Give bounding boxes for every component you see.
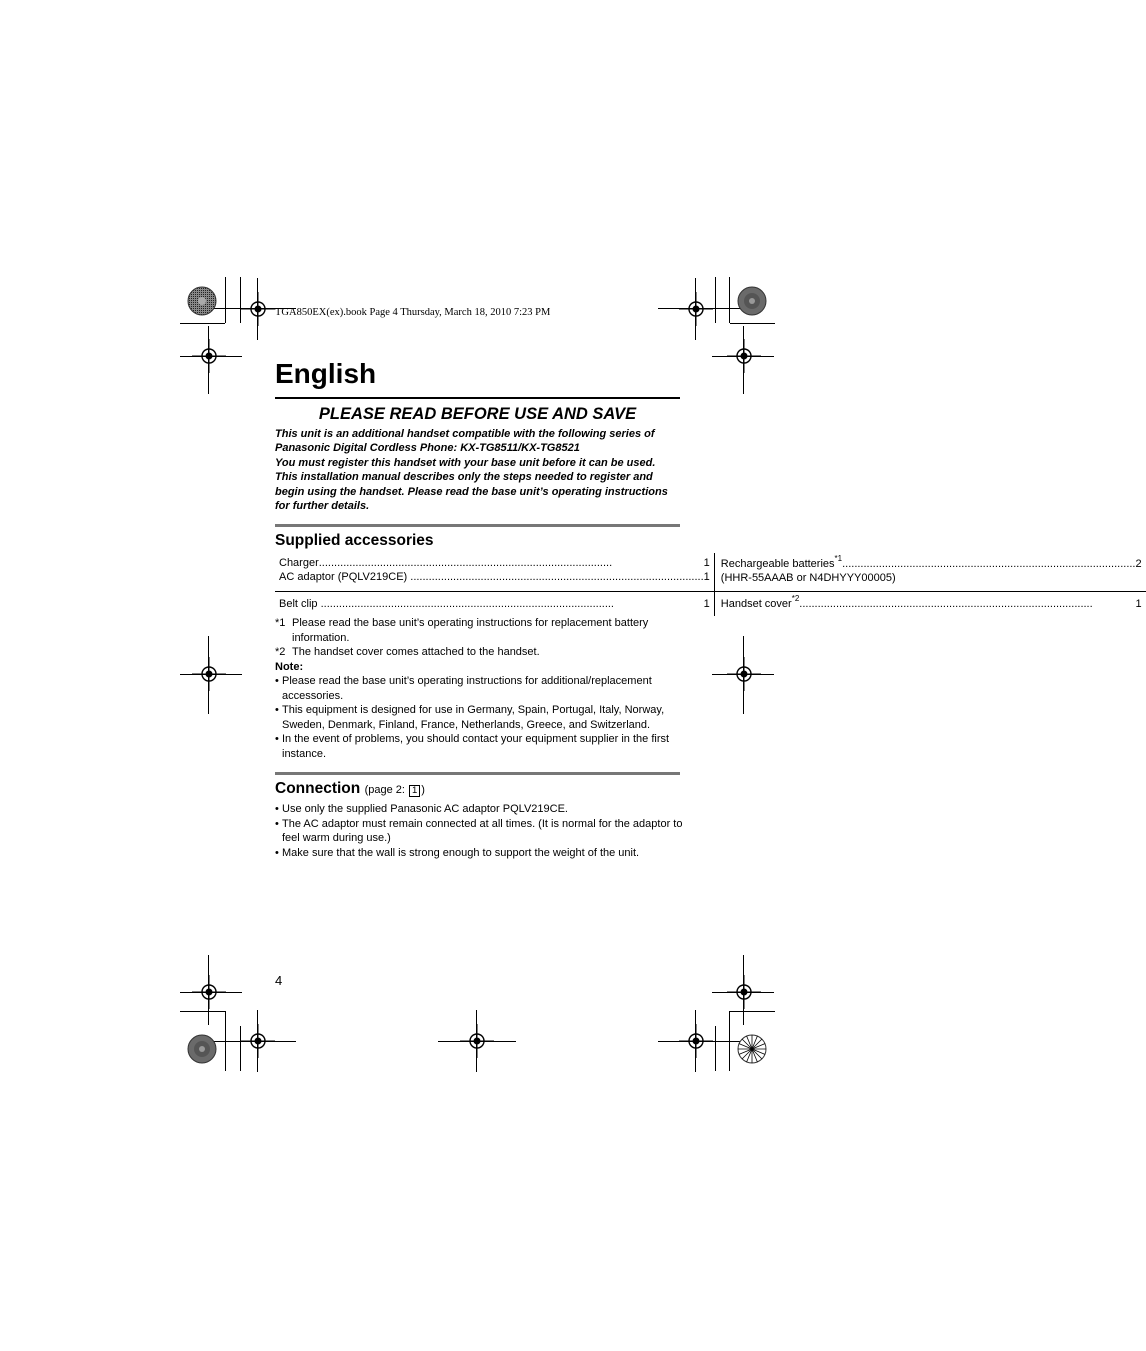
accessory-label: Belt clip	[279, 598, 318, 610]
section-rule	[275, 772, 680, 775]
bullet-text: Make sure that the wall is strong enough to support the weight of the unit.	[282, 846, 640, 859]
footnote-text: The handset cover comes attached to the handset.	[292, 646, 540, 658]
footnote-mark: *2	[275, 646, 286, 658]
please-read-text	[275, 427, 680, 513]
footnote-ref: *1	[834, 554, 843, 564]
footnote-text: Please read the base unit’s operating instructions for replacement battery information.	[292, 617, 649, 644]
accessories-table	[275, 553, 1146, 616]
color-target-icon	[737, 286, 767, 316]
list-item: • Please read the base unit’s operating instructions for additional/replacement accessories.	[275, 674, 683, 703]
accessory-qty: 1	[703, 598, 710, 610]
accessory-qty: 1	[1135, 598, 1142, 610]
intro-line: for further details.	[275, 500, 370, 513]
section-rule	[275, 524, 680, 527]
accessory-item	[279, 597, 710, 611]
table-row	[275, 592, 1146, 617]
intro-line: begin using the handset. Please read the base unit’s operating instructions	[275, 485, 668, 498]
table-cell	[714, 553, 1145, 592]
accessory-qty: 2	[1135, 558, 1142, 570]
supplied-accessories-heading: Supplied accessories	[275, 532, 434, 549]
page-title: English	[275, 358, 377, 389]
list-item: • Make sure that the wall is strong enough to support the weight of the unit.	[275, 846, 683, 861]
print-header: TGA850EX(ex).book Page 4 Thursday, March 18, 2010 7:23 PM	[275, 307, 551, 318]
list-item: • In the event of problems, you should contact your equipment supplier in the first instance.	[275, 732, 683, 761]
color-target-icon	[187, 1034, 217, 1064]
connection-heading	[275, 780, 425, 798]
bullet-text: The AC adaptor must remain connected at all times. (It is normal for the adaptor to feel warm during use.)	[282, 817, 683, 844]
connection-list	[275, 802, 683, 860]
accessory-item	[279, 570, 710, 584]
page-reference: (page 2: 1 )	[364, 784, 425, 796]
list-item: • Use only the supplied Panasonic AC adaptor PQLV219CE.	[275, 802, 683, 817]
color-target-icon	[187, 286, 217, 316]
registration-mark-icon	[679, 292, 713, 326]
accessory-item	[279, 556, 710, 570]
registration-mark-icon	[241, 292, 275, 326]
footnote	[275, 616, 683, 645]
please-read-heading: PLEASE READ BEFORE USE AND SAVE	[318, 405, 637, 423]
intro-line: Panasonic Digital Cordless Phone: KX-TG8511/KX-TG8521	[275, 442, 580, 455]
accessory-label: AC adaptor (PQLV219CE)	[279, 571, 408, 583]
accessory-label: Handset cover	[720, 598, 792, 610]
note-text: Please read the base unit’s operating instructions for additional/replacement accessories.	[282, 675, 652, 702]
intro-line: You must register this handset with your base unit before it can be used.	[275, 456, 656, 469]
title-rule	[275, 397, 680, 399]
accessory-label: Rechargeable batteries	[720, 558, 835, 570]
connection-title: Connection	[275, 780, 361, 797]
figure-number-box: 1	[409, 785, 420, 797]
accessory-item	[720, 594, 1142, 611]
accessory-qty: 1	[703, 571, 710, 583]
note-text: This equipment is designed for use in Germany, Spain, Portugal, Italy, Norway, Sweden, Denmark, Finland, France, Netherlands, Greece, and Switzerland.	[282, 704, 665, 731]
list-item: • The AC adaptor must remain connected at all times. (It is normal for the adaptor to feel warm during use.)	[275, 817, 683, 844]
footnote-ref: *2	[791, 594, 800, 604]
accessory-label: Charger	[279, 557, 319, 569]
list-item: • This equipment is designed for use in Germany, Spain, Portugal, Italy, Norway, Sweden, Denmark, Finland, France, Netherlands, Greece, and Switzerland.	[275, 703, 683, 732]
table-cell	[275, 553, 714, 592]
accessory-detail: (HHR-55AAAB or N4DHYYY00005)	[720, 572, 896, 584]
intro-line: This unit is an additional handset compatible with the following series of	[275, 428, 655, 440]
table-cell	[714, 592, 1145, 617]
footnote-mark: *1	[275, 617, 286, 629]
bullet-text: Use only the supplied Panasonic AC adaptor PQLV219CE.	[282, 803, 568, 815]
table-row	[275, 553, 1146, 592]
accessory-qty: 1	[703, 557, 710, 569]
intro-line: This installation manual describes only the steps needed to register and	[275, 471, 653, 484]
table-cell	[275, 592, 714, 617]
footnote	[275, 645, 683, 660]
accessory-item	[720, 554, 1142, 571]
color-target-icon	[737, 1034, 767, 1064]
note-label: Note:	[275, 660, 304, 673]
note-text: In the event of problems, you should contact your equipment supplier in the first instance.	[282, 733, 670, 760]
accessories-notes	[275, 616, 683, 761]
page-number: 4	[275, 973, 283, 988]
